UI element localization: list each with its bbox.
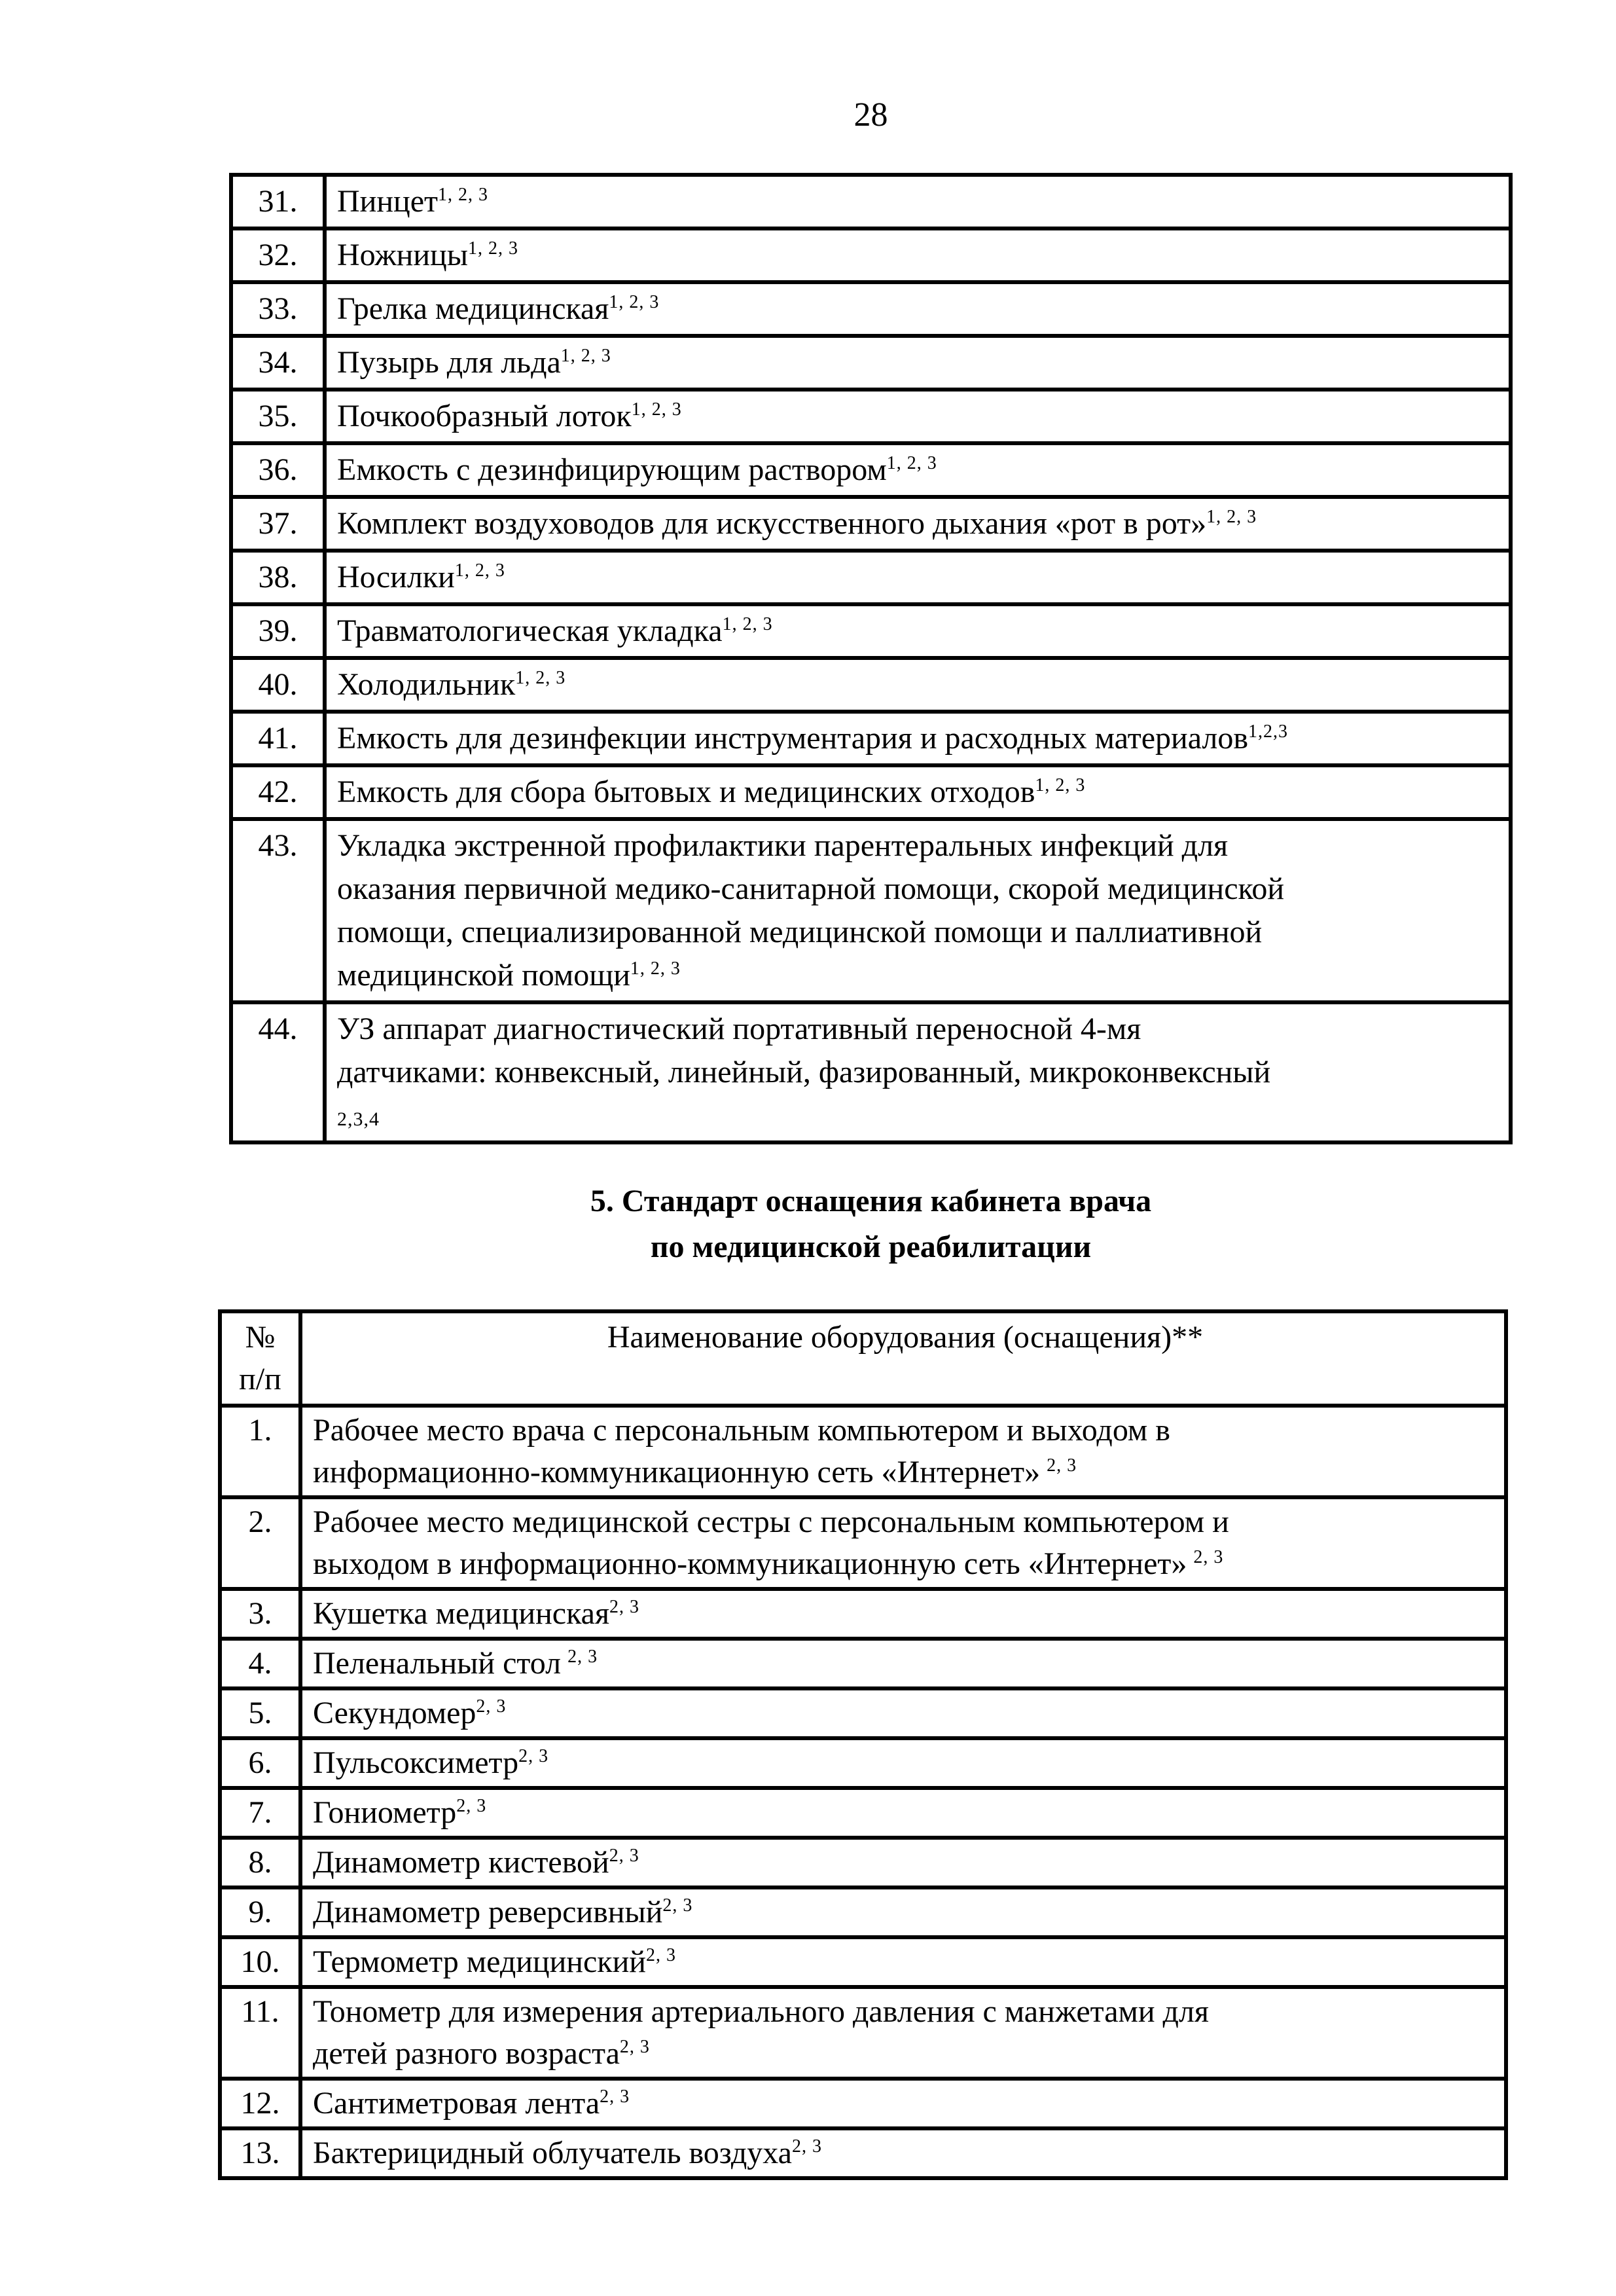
- row-equipment-name: Пузырь для льда$^{1, 2, 3}$: [325, 336, 1511, 390]
- table-row: [220, 1838, 1506, 1887]
- row-number: 37.: [231, 497, 325, 551]
- row-equipment-name: Почкообразный лоток$^{1, 2, 3}$: [325, 390, 1511, 443]
- table-row: [231, 658, 1511, 712]
- row-number: 43.: [231, 819, 325, 1002]
- table-row: [220, 1589, 1506, 1639]
- table-row: [231, 390, 1511, 443]
- table-row: [231, 551, 1511, 604]
- row-number: 36.: [231, 443, 325, 497]
- row-equipment-name: Динамометр кистевой$^{2, 3}$: [300, 1838, 1506, 1887]
- rehabilitation-equipment-table: [218, 1309, 1508, 2180]
- table-row: [231, 228, 1511, 282]
- equipment-table-31-44: [229, 173, 1513, 1144]
- row-equipment-name: Тонометр для измерения артериального давления с манжетами для детей разного возраста$^{2, 3}$: [300, 1987, 1506, 2079]
- row-equipment-name: Емкость для дезинфекции инструментария и расходных материалов$^{1,2,3}$: [325, 712, 1511, 765]
- table-row: [231, 443, 1511, 497]
- table-row: [220, 1788, 1506, 1838]
- row-number: 3.: [220, 1589, 300, 1639]
- table-row: [231, 1002, 1511, 1142]
- section-5-heading-line1: 5. Стандарт оснащения кабинета врача: [590, 1184, 1152, 1218]
- row-number: 35.: [231, 390, 325, 443]
- table-row: [220, 1887, 1506, 1937]
- table-row: [231, 336, 1511, 390]
- section-5-heading-line2: по медицинской реабилитации: [650, 1230, 1092, 1264]
- row-equipment-name: Пульсоксиметр$^{2, 3}$: [300, 1738, 1506, 1788]
- table-row: [220, 2079, 1506, 2128]
- row-equipment-name: Термометр медицинский$^{2, 3}$: [300, 1937, 1506, 1987]
- table-row: [220, 1406, 1506, 1497]
- row-equipment-name: Емкость с дезинфицирующим раствором$^{1, 2, 3}$: [325, 443, 1511, 497]
- rehabilitation-table-wrapper: [218, 1309, 1508, 2180]
- row-equipment-name: Бактерицидный облучатель воздуха$^{2, 3}$: [300, 2128, 1506, 2178]
- section-5-heading: [229, 1178, 1513, 1270]
- row-number: 9.: [220, 1887, 300, 1937]
- row-equipment-name: Рабочее место медицинской сестры с персональным компьютером и выходом в информационно-коммуникационную сеть «Интернет» $^{2, 3}$: [300, 1497, 1506, 1589]
- table-row: [231, 819, 1511, 1002]
- row-number: 7.: [220, 1788, 300, 1838]
- table-row: [231, 497, 1511, 551]
- row-equipment-name: Гониометр$^{2, 3}$: [300, 1788, 1506, 1838]
- row-equipment-name: Рабочее место врача с персональным компьютером и выходом в информационно-коммуникационную сеть «Интернет» $^{2, 3}$: [300, 1406, 1506, 1497]
- row-equipment-name: Холодильник$^{1, 2, 3}$: [325, 658, 1511, 712]
- table-row: [231, 712, 1511, 765]
- row-number: 39.: [231, 604, 325, 658]
- row-number: 40.: [231, 658, 325, 712]
- row-equipment-name: Комплект воздуховодов для искусственного дыхания «рот в рот»$^{1, 2, 3}$: [325, 497, 1511, 551]
- row-equipment-name: Сантиметровая лента$^{2, 3}$: [300, 2079, 1506, 2128]
- row-number: 13.: [220, 2128, 300, 2178]
- row-equipment-name: Кушетка медицинская$^{2, 3}$: [300, 1589, 1506, 1639]
- row-equipment-name: Укладка экстренной профилактики парентеральных инфекций для оказания первичной медико-санитарной помощи, скорой медицинской помощи, специализированной медицинской помощи и паллиативной медицинской помощи$^{1, 2, 3}$: [325, 819, 1511, 1002]
- row-number: 44.: [231, 1002, 325, 1142]
- table-row: [220, 1497, 1506, 1589]
- table-row: [220, 2128, 1506, 2178]
- row-number: 38.: [231, 551, 325, 604]
- row-equipment-name: Емкость для сбора бытовых и медицинских отходов$^{1, 2, 3}$: [325, 765, 1511, 819]
- page-number: 28: [853, 96, 888, 134]
- row-number: 10.: [220, 1937, 300, 1987]
- table-row: [220, 1688, 1506, 1738]
- row-number: 2.: [220, 1497, 300, 1589]
- table-row: [220, 1937, 1506, 1987]
- table-row: [220, 1987, 1506, 2079]
- row-number: 4.: [220, 1639, 300, 1688]
- row-number: 6.: [220, 1738, 300, 1788]
- table-row: [231, 604, 1511, 658]
- row-equipment-name: Ножницы$^{1, 2, 3}$: [325, 228, 1511, 282]
- row-equipment-name: Пеленальный стол $^{2, 3}$: [300, 1639, 1506, 1688]
- row-number: 11.: [220, 1987, 300, 2079]
- table-row: [231, 282, 1511, 336]
- row-number: 12.: [220, 2079, 300, 2128]
- row-number: 42.: [231, 765, 325, 819]
- row-number: 8.: [220, 1838, 300, 1887]
- table-row: [220, 1738, 1506, 1788]
- table-row: [231, 175, 1511, 228]
- header-number-line1: №: [245, 1320, 276, 1355]
- table-header-row: [220, 1311, 1506, 1406]
- table-row: [231, 765, 1511, 819]
- row-equipment-name: УЗ аппарат диагностический портативный переносной 4-мя датчиками: конвексный, линейный, фазированный, микроконвексный 2,3,4: [325, 1002, 1511, 1142]
- equipment-table-31-44-wrapper: [229, 173, 1513, 1144]
- row-number: 31.: [231, 175, 325, 228]
- row-equipment-name: Травматологическая укладка$^{1, 2, 3}$: [325, 604, 1511, 658]
- row-equipment-name: Динамометр реверсивный$^{2, 3}$: [300, 1887, 1506, 1937]
- header-number-line2: п/п: [239, 1362, 281, 1396]
- header-number-cell: [220, 1311, 300, 1406]
- row-number: 5.: [220, 1688, 300, 1738]
- header-name-cell: Наименование оборудования (оснащения)**: [300, 1311, 1506, 1406]
- row-number: 1.: [220, 1406, 300, 1497]
- row-equipment-name: Носилки$^{1, 2, 3}$: [325, 551, 1511, 604]
- row-number: 34.: [231, 336, 325, 390]
- row-number: 41.: [231, 712, 325, 765]
- row-equipment-name: Грелка медицинская$^{1, 2, 3}$: [325, 282, 1511, 336]
- row-equipment-name: Пинцет$^{1, 2, 3}$: [325, 175, 1511, 228]
- row-number: 32.: [231, 228, 325, 282]
- table-row: [220, 1639, 1506, 1688]
- row-number: 33.: [231, 282, 325, 336]
- row-equipment-name: Секундомер$^{2, 3}$: [300, 1688, 1506, 1738]
